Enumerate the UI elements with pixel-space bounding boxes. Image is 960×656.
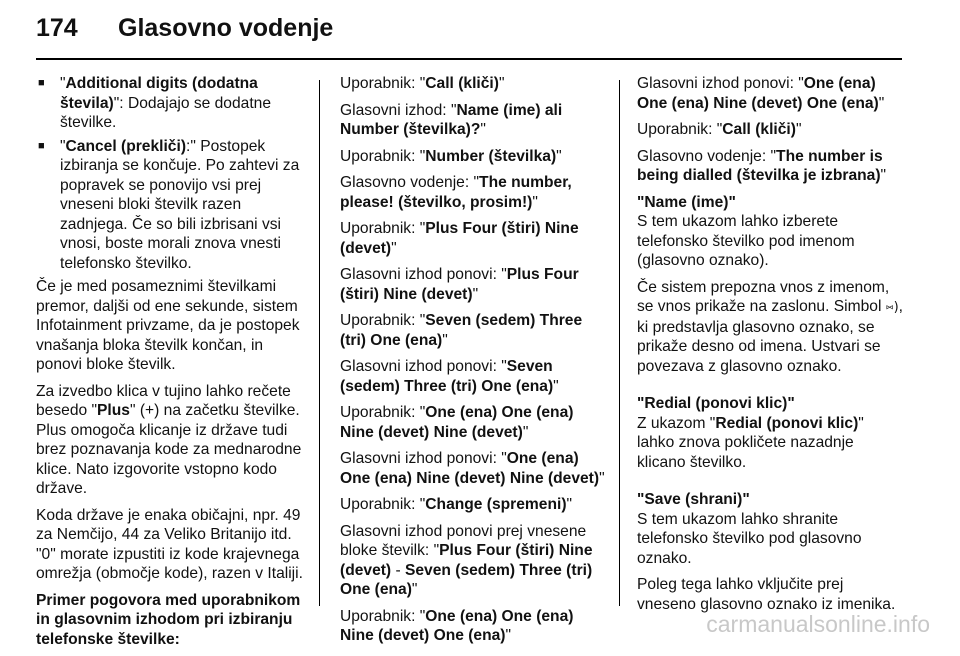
dialog-line: Glasovni izhod: "Name (ime) ali Number (številka)?" — [340, 101, 563, 138]
dialog-line: Glasovni izhod ponovi: "Plus Four (štiri) Nine (devet)" — [340, 266, 579, 303]
page-header — [36, 14, 333, 43]
section-title-name: "Name (ime)" — [637, 193, 736, 211]
dialog-line: Uporabnik: "One (ena) One (ena) Nine (devet) Nine (devet)" — [340, 404, 574, 441]
page-number: 174 — [36, 14, 78, 42]
dialog-line: Glasovno vodenje: "The number, please! (številko, prosim!)" — [340, 174, 572, 211]
dialog-line: Uporabnik: "Change (spremeni)" — [340, 496, 573, 513]
dialog-line: Glasovni izhod ponovi: "Seven (sedem) Three (tri) One (ena)" — [340, 358, 559, 395]
section-title-redial: "Redial (ponovi klic)" — [637, 395, 795, 412]
paragraph-country-code: Koda države je enaka običajni, npr. 49 za Nemčijo, 44 za Veliko Britanijo itd. "0" morate izpustiti iz kode krajevnega omrežja (območje kode), razen v Italiji. — [36, 506, 303, 582]
column-divider-1 — [319, 80, 320, 606]
example-heading: Primer pogovora med uporabnikom in glasovnim izhodom pri izbiranju telefonske številke: — [36, 591, 301, 648]
dialog-line: Uporabnik: "Seven (sedem) Three (tri) One (ena)" — [340, 312, 583, 349]
bullet-cancel: ■ "Cancel (prekliči):" Postopek izbiranja se končuje. Po zahtevi za popravek se ponovijo vsi prej vneseni bloki številk razen zadnjega. Če so bili izbrisani vsi vnosi, boste morali znova vnesti telefonsko številko. — [36, 137, 308, 274]
header-rule — [36, 58, 902, 60]
column-1 — [36, 74, 308, 656]
dialog-line: Uporabnik: "Call (kliči)" — [340, 75, 505, 92]
dialog-line: Glasovni izhod ponovi: "One (ena) One (ena) Nine (devet) One (ena)" — [637, 75, 885, 112]
section-save-text-2: Poleg tega lahko vključite prej vneseno glasovno oznako iz imenika. — [637, 576, 896, 613]
dialog-line: Glasovni izhod ponovi: "One (ena) One (ena) Nine (devet) Nine (devet)" — [340, 450, 605, 487]
paragraph-plus: Za izvedbo klica v tujino lahko rečete besedo "Plus" (+) na začetku številke. Plus omogoča klicanje iz države tudi brez poznavanja kode za mednarodne klice. Nato izgovorite vstopno kodo države. — [36, 382, 302, 497]
dialog-line: Glasovni izhod ponovi prej vnesene bloke številk: "Plus Four (štiri) Nine (devet) - Seven (sedem) Three (tri) One (ena)" — [340, 522, 593, 598]
dialog-line: Uporabnik: "One (ena) One (ena) Nine (devet) One (ena)" — [340, 607, 574, 644]
section-name-text: S tem ukazom lahko izberete telefonsko številko pod imenom (glasovno oznako). — [637, 213, 855, 269]
dialog-line: Glasovno vodenje: "The number is being dialled (številka je izbrana)" — [637, 147, 887, 184]
section-name-symbol-text: Če sistem prepozna vnos z imenom, se vnos prikaže na zaslonu. Simbol ⑅), ki predstavlja glasovno oznako, se prikaže desno od imena. Ustvari se povezava z glasovno oznako. — [637, 278, 903, 375]
watermark: carmanualsonline.info — [706, 611, 930, 637]
dialog-line: Uporabnik: "Plus Four (štiri) Nine (devet)" — [340, 220, 579, 257]
section-title-save: "Save (shrani)" — [637, 491, 750, 508]
dialog-line: Uporabnik: "Number (številka)" — [340, 147, 562, 165]
section-save-text: S tem ukazom lahko shranite telefonsko številko pod glasovno oznako. — [637, 510, 862, 567]
column-3 — [637, 74, 905, 621]
column-divider-2 — [619, 80, 620, 606]
column-2 — [340, 74, 610, 653]
voice-tag-icon: ⑅) — [885, 300, 899, 315]
page-title: Glasovno vodenje — [118, 14, 334, 42]
section-redial-text: Z ukazom "Redial (ponovi klic)" lahko znova pokličete nazadnje klicano številko. — [637, 414, 864, 471]
dialog-line: Uporabnik: "Call (kliči)" — [637, 121, 802, 138]
paragraph-pause: Če je med posameznimi številkami premor, daljši od ene sekunde, sistem Infotainment privzame, da je postopek vnašanja bloka številk končan, in ponovi bloke številk. — [36, 278, 300, 373]
bullet-additional-digits: ■ "Additional digits (dodatna števila)": Dodajajo se dodatne številke. — [36, 74, 308, 133]
